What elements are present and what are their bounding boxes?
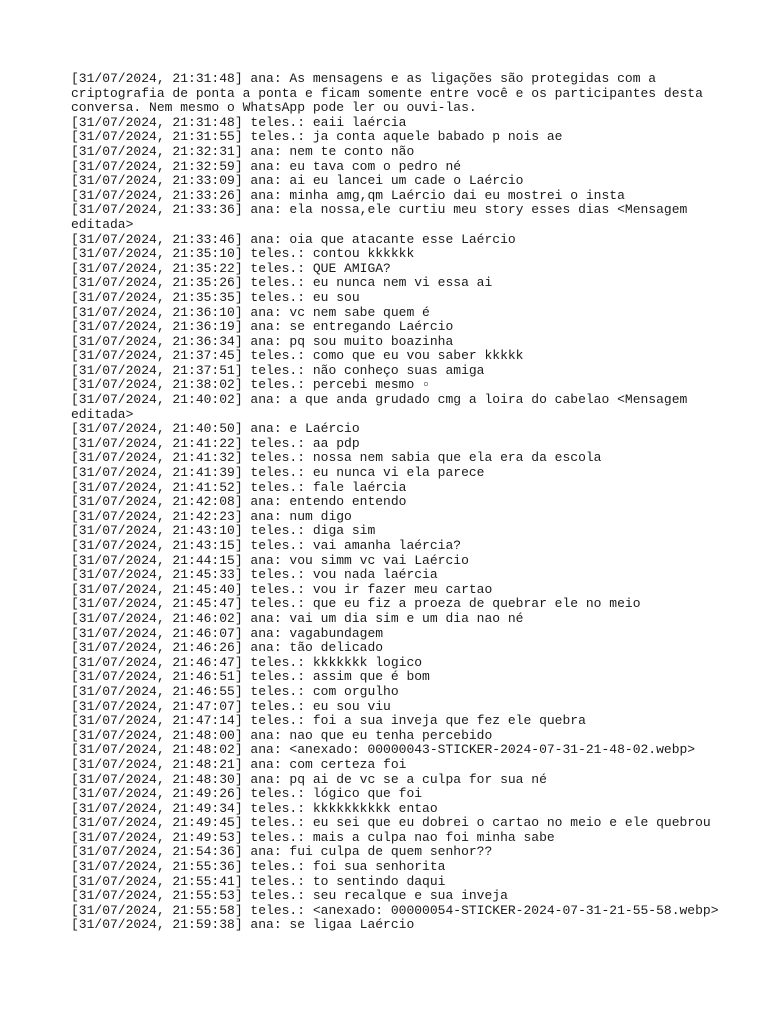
chat-line: [31/07/2024, 21:45:40] teles.: vou ir fazer meu cartao (71, 581, 493, 597)
chat-line: [31/07/2024, 21:33:09] ana: ai eu lancei um cade o Laércio (71, 173, 524, 189)
chat-line: [31/07/2024, 21:41:52] teles.: fale laércia (71, 479, 407, 495)
chat-line: [31/07/2024, 21:32:31] ana: nem te conto não (71, 143, 415, 159)
chat-line: [31/07/2024, 21:42:23] ana: num digo (71, 508, 352, 524)
chat-line: [31/07/2024, 21:35:22] teles.: QUE AMIGA? (71, 260, 391, 276)
chat-line: [31/07/2024, 21:33:26] ana: minha amg,qm Laércio dai eu mostrei o insta (71, 187, 625, 203)
chat-line: [31/07/2024, 21:35:35] teles.: eu sou (71, 289, 360, 305)
chat-line: [31/07/2024, 21:36:10] ana: vc nem sabe quem é (71, 304, 430, 320)
chat-line: [31/07/2024, 21:46:51] teles.: assim que é bom (71, 669, 430, 685)
chat-line: [31/07/2024, 21:35:10] teles.: contou kkkkkk (71, 246, 415, 262)
chat-line: [31/07/2024, 21:46:55] teles.: com orgulho (71, 683, 399, 699)
chat-line: [31/07/2024, 21:43:15] teles.: vai amanha laércia? (71, 538, 462, 553)
chat-line: [31/07/2024, 21:41:22] teles.: aa pdp (71, 435, 360, 451)
chat-line: [31/07/2024, 21:31:55] teles.: ja conta aquele babado p nois ae (71, 129, 563, 145)
chat-line: [31/07/2024, 21:33:36] ana: ela nossa,ele curtiu meu story esses dias <Mensagem editada> (71, 202, 696, 232)
chat-line: [31/07/2024, 21:45:47] teles.: que eu fiz a proeza de quebrar ele no meio (71, 596, 641, 612)
chat-line: [31/07/2024, 21:49:26] teles.: lógico que foi (71, 786, 423, 802)
chat-transcript (71, 72, 731, 933)
chat-line: [31/07/2024, 21:40:02] ana: a que anda grudado cmg a loira do cabelao <Mensagem editada> (71, 392, 696, 422)
chat-line: [31/07/2024, 21:49:34] teles.: kkkkkkkkkk entao (71, 800, 438, 816)
chat-line: [31/07/2024, 21:48:21] ana: com certeza foi (71, 756, 407, 772)
chat-line: [31/07/2024, 21:54:36] ana: fui culpa de quem senhor?? (71, 844, 493, 860)
chat-line: [31/07/2024, 21:59:38] ana: se ligaa Laércio (71, 917, 415, 933)
chat-line: [31/07/2024, 21:43:10] teles.: diga sim (71, 523, 376, 539)
chat-line: [31/07/2024, 21:55:53] teles.: seu recalque e sua inveja (71, 888, 508, 904)
chat-line: [31/07/2024, 21:46:02] ana: vai um dia sim e um dia nao né (71, 610, 524, 626)
chat-line: [31/07/2024, 21:48:00] ana: nao que eu tenha percebido (71, 727, 493, 743)
chat-line: [31/07/2024, 21:48:02] ana: <anexado: 00000043-STICKER-2024-07-31-21-48-02.webp> (71, 742, 696, 758)
chat-line: [31/07/2024, 21:31:48] ana: As mensagens e as ligações são protegidas com a criptografia de ponta a ponta e ficam somente entre você e os participantes desta conversa. Nem mesmo o WhatsApp pode ler ou ouvi-las. (71, 71, 711, 116)
chat-line: [31/07/2024, 21:46:07] ana: vagabundagem (71, 625, 384, 641)
chat-line: [31/07/2024, 21:47:14] teles.: foi a sua inveja que fez ele quebra (71, 713, 586, 729)
chat-line: [31/07/2024, 21:41:32] teles.: nossa nem sabia que ela era da escola (71, 450, 602, 466)
chat-line: [31/07/2024, 21:36:19] ana: se entregando Laércio (71, 319, 454, 335)
chat-line: [31/07/2024, 21:36:34] ana: pq sou muito boazinha (71, 333, 454, 349)
chat-line: [31/07/2024, 21:42:08] ana: entendo entendo (71, 494, 407, 510)
chat-line: [31/07/2024, 21:37:45] teles.: como que eu vou saber kkkkk (71, 348, 524, 364)
chat-line: [31/07/2024, 21:33:46] ana: oia que atacante esse Laércio (71, 231, 516, 247)
chat-line: [31/07/2024, 21:45:33] teles.: vou nada laércia (71, 567, 438, 583)
chat-line: [31/07/2024, 21:55:41] teles.: to sentindo daqui (71, 873, 446, 889)
chat-line: [31/07/2024, 21:55:36] teles.: foi sua senhorita (71, 859, 446, 875)
chat-line: [31/07/2024, 21:35:26] teles.: eu nunca nem vi essa ai (71, 275, 493, 291)
chat-line: [31/07/2024, 21:44:15] ana: vou simm vc vai Laércio (71, 552, 469, 568)
chat-line: [31/07/2024, 21:46:47] teles.: kkkkkkk logico (71, 654, 423, 670)
chat-line: [31/07/2024, 21:47:07] teles.: eu sou viu (71, 698, 391, 714)
chat-line: [31/07/2024, 21:38:02] teles.: percebi mesmo ▫ (71, 377, 430, 393)
chat-line: [31/07/2024, 21:32:59] ana: eu tava com o pedro né (71, 158, 462, 174)
chat-line: [31/07/2024, 21:40:50] ana: e Laércio (71, 421, 360, 437)
chat-line: [31/07/2024, 21:55:58] teles.: <anexado: 00000054-STICKER-2024-07-31-21-55-58.webp> (71, 902, 719, 918)
chat-line: [31/07/2024, 21:49:53] teles.: mais a culpa nao foi minha sabe (71, 829, 555, 845)
chat-line: [31/07/2024, 21:48:30] ana: pq ai de vc se a culpa for sua né (71, 771, 547, 787)
chat-line: [31/07/2024, 21:31:48] teles.: eaii laércia (71, 114, 407, 130)
chat-line: [31/07/2024, 21:41:39] teles.: eu nunca vi ela parece (71, 465, 485, 481)
chat-line: [31/07/2024, 21:37:51] teles.: não conheço suas amiga (71, 362, 485, 378)
chat-line: [31/07/2024, 21:46:26] ana: tão delicado (71, 640, 384, 656)
chat-line: [31/07/2024, 21:49:45] teles.: eu sei que eu dobrei o cartao no meio e ele quebrou (71, 815, 711, 831)
